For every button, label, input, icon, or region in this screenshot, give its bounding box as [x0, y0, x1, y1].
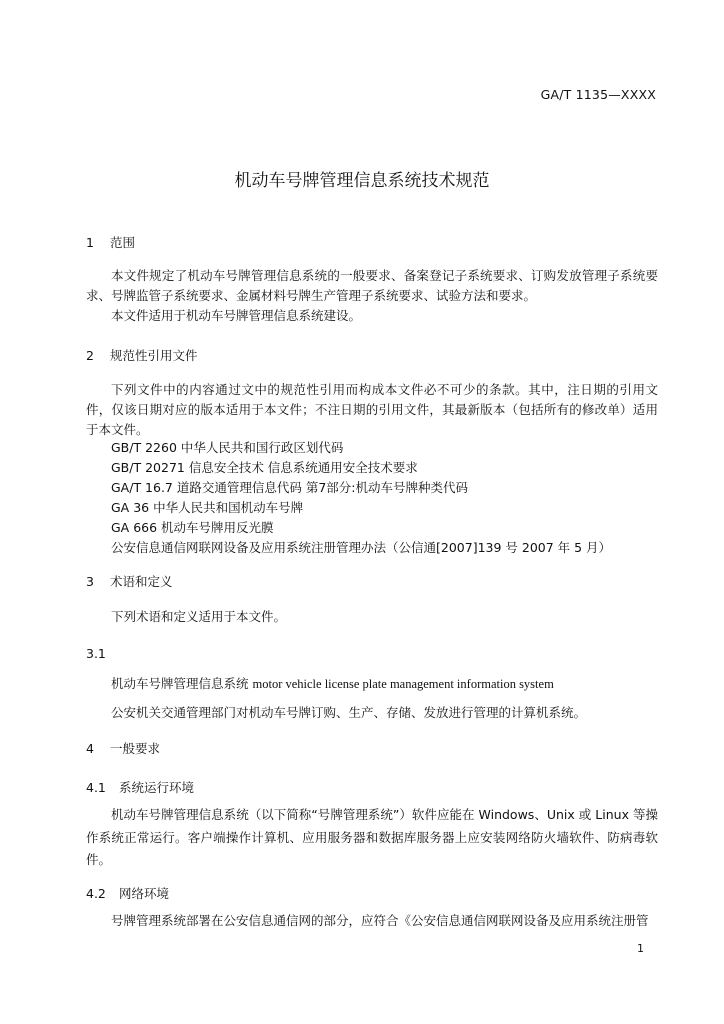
reference-item: 公安信息通信网联网设备及应用系统注册管理办法（公信通[2007]139 号 2007 年 5 月） [111, 540, 612, 555]
section-1-paragraph-1: 本文件规定了机动车号牌管理信息系统的一般要求、备案登记子系统要求、订购发放管理子系统要求、号牌监管子系统要求、金属材料号牌生产管理子系统要求、试验方法和要求。 [86, 268, 658, 303]
term-english: motor vehicle license plate management information system [252, 677, 554, 691]
subsection-number: 4.1 [86, 780, 106, 795]
section-title: 规范性引用文件 [110, 348, 198, 363]
document-code: GA/T 1135—XXXX [540, 87, 656, 102]
section-1-heading [86, 233, 135, 251]
subsection-title: 系统运行环境 [119, 780, 195, 795]
term-chinese: 机动车号牌管理信息系统 [111, 676, 249, 691]
section-number: 2 [86, 348, 94, 363]
subsection-number: 4.2 [86, 886, 106, 901]
subsection-4-1-text: 机动车号牌管理信息系统（以下简称“号牌管理系统”）软件应能在 Windows、Unix 或 Linux 等操作系统正常运行。客户端操作计算机、应用服务器和数据库服务器上应安装网络防火墙软件、防病毒软件。 [86, 807, 658, 867]
section-1-paragraph-2: 本文件适用于机动车号牌管理信息系统建设。 [111, 308, 362, 323]
section-number: 1 [86, 235, 94, 250]
term-entry [111, 674, 554, 692]
document-title: 机动车号牌管理信息系统技术规范 [234, 171, 490, 191]
term-definition: 公安机关交通管理部门对机动车号牌订购、生产、存储、发放进行管理的计算机系统。 [111, 705, 587, 720]
section-4-heading [86, 739, 160, 757]
section-3-heading [86, 572, 173, 590]
section-title: 一般要求 [110, 741, 161, 756]
term-number: 3.1 [86, 646, 106, 661]
section-2-intro: 下列文件中的内容通过文中的规范性引用而构成本文件必不可少的条款。其中，注日期的引用文件，仅该日期对应的版本适用于本文件；不注日期的引用文件，其最新版本（包括所有的修改单）适用于本文件。 [86, 382, 658, 437]
subsection-4-2-text: 号牌管理系统部署在公安信息通信网的部分，应符合《公安信息通信网联网设备及应用系统注册管 [111, 913, 649, 928]
subsection-4-1-heading [86, 778, 194, 796]
section-title: 范围 [110, 235, 136, 250]
reference-item: GB/T 20271 信息安全技术 信息系统通用安全技术要求 [111, 460, 418, 475]
page-number: 1 [637, 942, 644, 955]
subsection-4-2-heading [86, 884, 169, 902]
reference-item: GB/T 2260 中华人民共和国行政区划代码 [111, 440, 344, 455]
reference-item: GA 666 机动车号牌用反光膜 [111, 520, 274, 535]
reference-item: GA 36 中华人民共和国机动车号牌 [111, 500, 304, 515]
section-2-heading [86, 346, 198, 364]
section-3-intro: 下列术语和定义适用于本文件。 [111, 609, 287, 624]
section-title: 术语和定义 [110, 574, 173, 589]
section-number: 3 [86, 574, 94, 589]
section-number: 4 [86, 741, 94, 756]
reference-item: GA/T 16.7 道路交通管理信息代码 第7部分:机动车号牌种类代码 [111, 480, 469, 495]
subsection-title: 网络环境 [119, 886, 170, 901]
